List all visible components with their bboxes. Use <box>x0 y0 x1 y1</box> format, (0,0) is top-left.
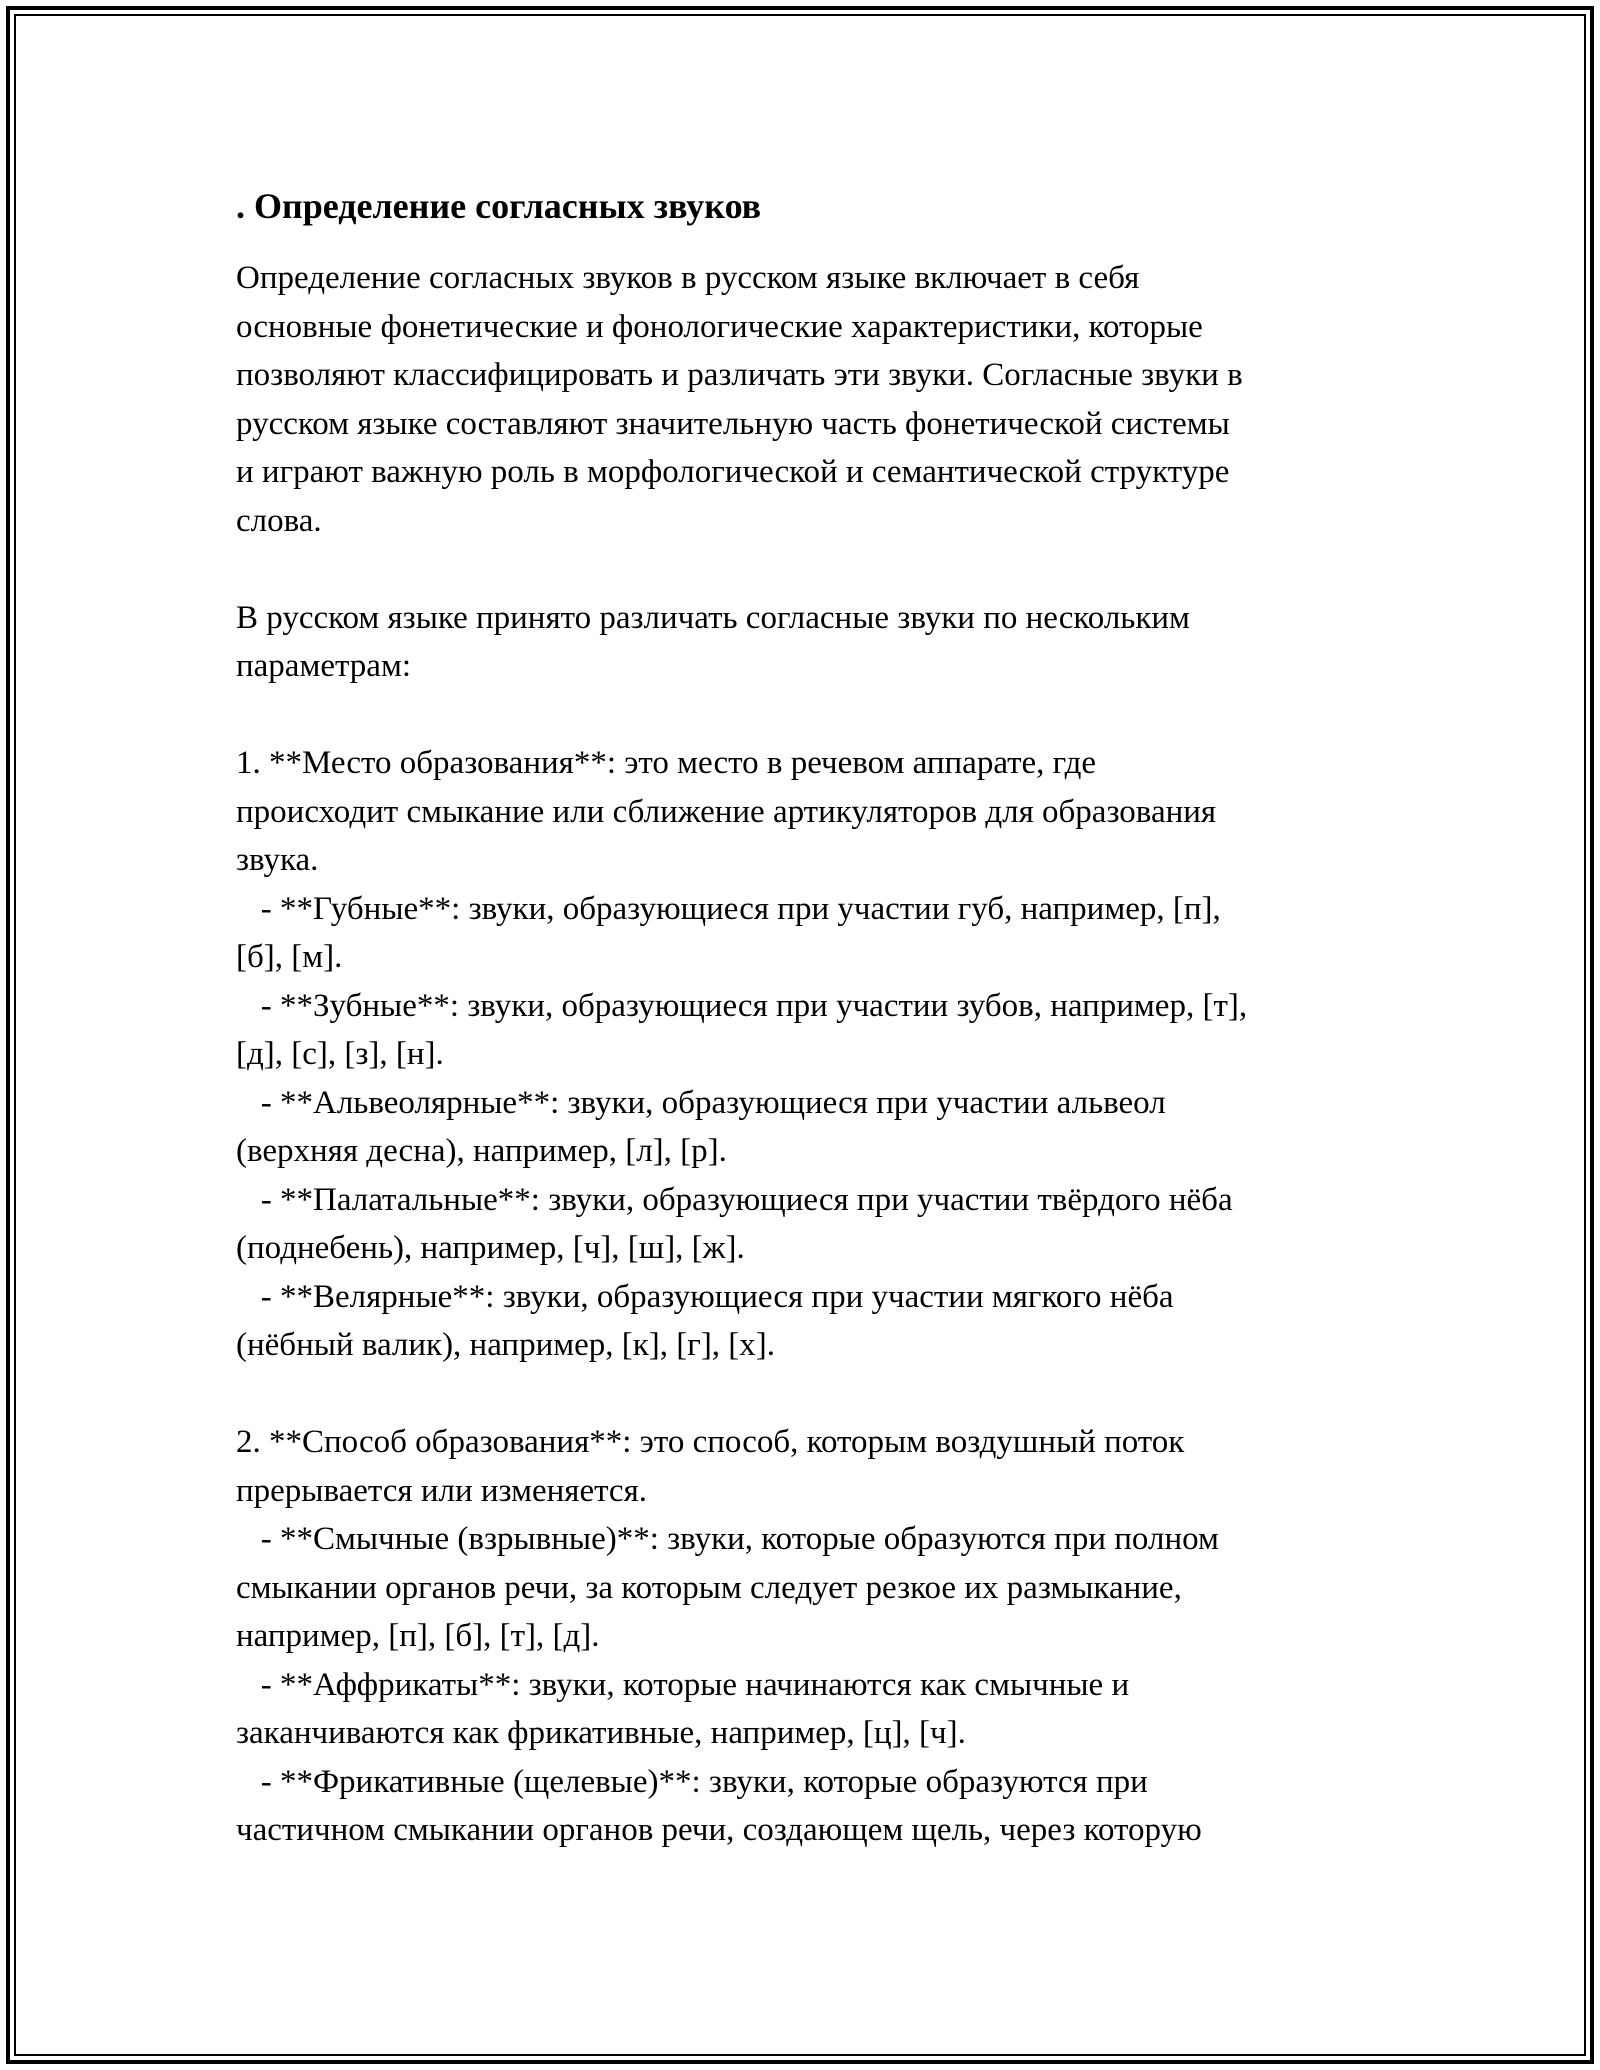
text-line: (поднебень), например, [ч], [ш], [ж]. <box>236 1230 745 1266</box>
text-line: [д], [с], [з], [н]. <box>236 1036 444 1072</box>
text-line: [б], [м]. <box>236 939 343 975</box>
text-line: звука. <box>236 842 319 878</box>
text-line: и играют важную роль в морфологической и семантической структуре <box>236 454 1230 490</box>
text-line: заканчиваются как фрикативные, например, [ц], [ч]. <box>236 1715 966 1751</box>
text-line: - **Велярные**: звуки, образующиеся при участии мягкого нёба <box>236 1278 1174 1315</box>
text-line: - **Аффрикаты**: звуки, которые начинаются как смычные и <box>236 1666 1130 1703</box>
text-line: - **Смычные (взрывные)**: звуки, которые образуются при полном <box>236 1521 1219 1557</box>
text-line: например, [п], [б], [т], [д]. <box>236 1618 600 1654</box>
document-body <box>236 254 1376 1855</box>
text-line: - **Губные**: звуки, образующиеся при участии губ, например, [п], <box>236 890 1221 927</box>
text-line: - **Альвеолярные**: звуки, образующиеся при участии альвеол <box>236 1084 1166 1121</box>
text-line: параметрам: <box>236 648 412 684</box>
text-line: Определение согласных звуков в русском языке включает в себя <box>236 260 1140 296</box>
text-line: - **Фрикативные (щелевые)**: звуки, которые образуются при <box>236 1763 1148 1800</box>
text-line: происходит смыкание или сближение артикуляторов для образования <box>236 793 1217 830</box>
blank-line <box>236 1370 1376 1419</box>
text-line: 2. **Способ образования**: это способ, которым воздушный поток <box>236 1424 1185 1460</box>
blank-line <box>236 691 1376 740</box>
text-line: прерывается или изменяется. <box>236 1472 648 1509</box>
text-line: основные фонетические и фонологические характеристики, которые <box>236 308 1203 345</box>
text-line: позволяют классифицировать и различать эти звуки. Согласные звуки в <box>236 357 1243 393</box>
blank-line <box>236 545 1376 594</box>
text-line: русском языке составляют значительную часть фонетической системы <box>236 405 1230 442</box>
text-line: (верхняя десна), например, [л], [р]. <box>236 1133 727 1169</box>
text-line: 1. **Место образования**: это место в речевом аппарате, где <box>236 745 1097 781</box>
text-line: В русском языке принято различать согласные звуки по нескольким <box>236 599 1190 636</box>
text-line: (нёбный валик), например, [к], [г], [х]. <box>236 1327 776 1363</box>
text-line: слова. <box>236 502 322 539</box>
text-line: - **Зубные**: звуки, образующиеся при участии зубов, например, [т], <box>236 987 1248 1024</box>
section-heading: . Определение согласных звуков <box>236 186 762 226</box>
text-line: частичном смыкании органов речи, создающем щель, через которую <box>236 1812 1202 1848</box>
text-line: - **Палатальные**: звуки, образующиеся при участии твёрдого нёба <box>236 1181 1233 1218</box>
document-page <box>236 182 1376 1855</box>
text-line: смыкании органов речи, за которым следует резкое их размыкание, <box>236 1569 1182 1606</box>
